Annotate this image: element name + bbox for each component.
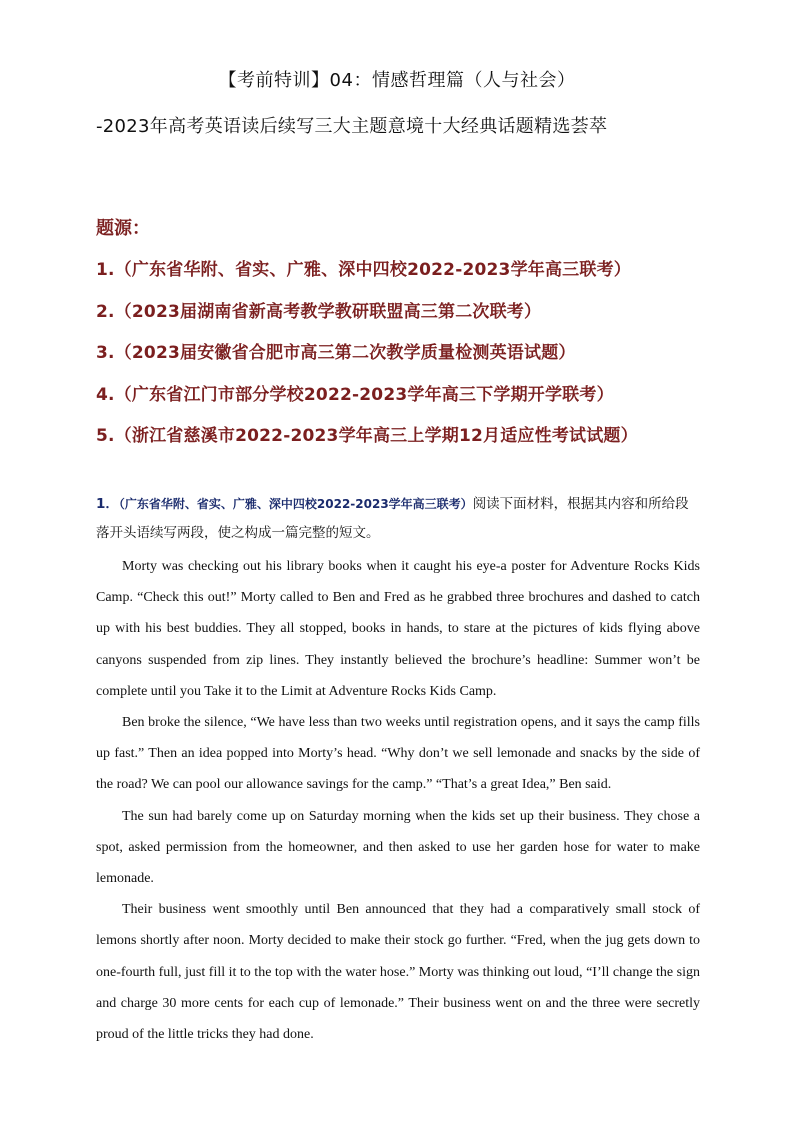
- source-item: 1.（广东省华附、省实、广雅、深中四校2022-2023学年高三联考）: [96, 260, 631, 280]
- source-item: 3.（2023届安徽省合肥市高三第二次教学质量检测英语试题）: [96, 343, 576, 363]
- sources-list: [96, 255, 736, 463]
- question-instruction: 阅读下面材料，根据其内容和所给段落开头语续写两段，使之构成一篇完整的短文。: [96, 496, 689, 541]
- story-paragraph: Their business went smoothly until Ben announced that they had a comparatively small stock of lemons shortly after noon. Morty decided to make their stock go further. “Fred, when the jug gets down to one-fourth full, just fill it to the top with the water hose.” Morty was thinking out loud, “I’ll change the sign and charge 30 more cents for each cup of lemonade.” Their business went on and the three were secretly proud of the little tricks they had done.: [96, 902, 700, 1043]
- source-item: 4.（广东省江门市部分学校2022-2023学年高三下学期开学联考）: [96, 384, 614, 405]
- story-paragraph: Ben broke the silence, “We have less than two weeks until registration opens, and it says the camp fills up fast.” Then an idea popped into Morty’s head. “Why don’t we sell lemonade and snacks by the side of the road? We can pool our allowance savings for the camp.” “That’s a great Idea,” Ben said.: [96, 715, 700, 793]
- story-paragraph: Morty was checking out his library books when it caught his eye-a poster for Adventure Rocks Kids Camp. “Check this out!” Morty called to Ben and Fred as he grabbed three brochures and dashed to catch up with his best buddies. They all stopped, books in hands, to stare at the pictures of kids flying above canyons suspended from zip lines. They instantly believed the brochure’s headline: Summer won’t be complete until you Take it to the Limit at Adventure Rocks Kids Camp.: [96, 559, 700, 699]
- sources-heading: 题源：: [96, 218, 150, 239]
- source-item: 2.（2023届湖南省新高考教学教研联盟高三第二次联考）: [96, 301, 542, 322]
- document-subtitle: -2023年高考英语读后续写三大主题意境十大经典话题精选荟萃: [96, 116, 608, 137]
- source-item: 5.（浙江省慈溪市2022-2023学年高三上学期12月适应性考试试题）: [96, 426, 638, 446]
- question-source: （广东省华附、省实、广雅、深中四校2022-2023学年高三联考）: [118, 497, 473, 511]
- story-paragraph: The sun had barely come up on Saturday morning when the kids set up their business. They chose a spot, asked permission from the homeowner, and then asked to use her garden hose for water to make lemonade.: [96, 808, 700, 887]
- question-number: 1．: [96, 496, 119, 512]
- story-text: [96, 551, 700, 1050]
- document-title: 【考前特训】04：情感哲理篇（人与社会）: [218, 70, 576, 91]
- question-intro: [96, 490, 700, 548]
